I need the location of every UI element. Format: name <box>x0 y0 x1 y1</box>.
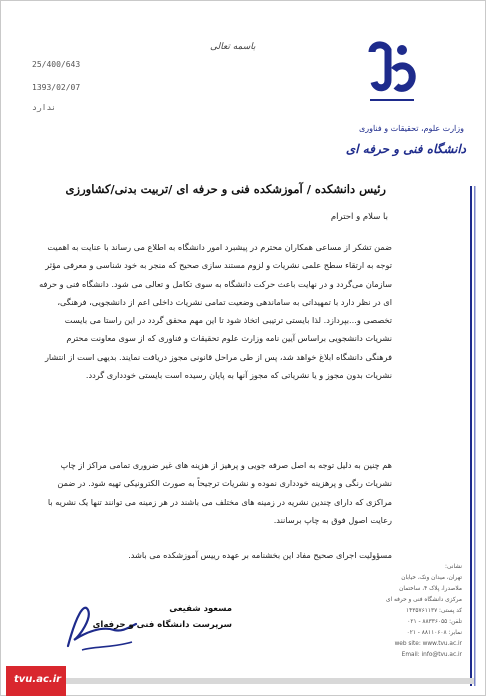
footer-site-label[interactable]: tvu.ac.ir <box>14 674 62 685</box>
signer-name: مسعود شفیعی <box>169 604 232 614</box>
official-letter <box>6 6 478 690</box>
contact-row: ملاصدرا، پلاک ۴، ساختمان <box>399 586 462 592</box>
letter-greeting: با سلام و احترام <box>330 212 388 222</box>
letter-number: 25/400/643 <box>32 60 81 69</box>
contact-row: web site: www.tvu.ac.ir <box>394 641 462 647</box>
letter-body <box>38 238 392 384</box>
body-paragraph: هم چنین به دلیل توجه به اصل صرفه جویی و پرهیز از هزینه های غیر ضروری تمامی مراکز از چاپ نشریات رنگی و پرهزینه خودداری نموده و نشریات ترجیحاً به صورت الکترونیکی تهیه شود. در ضمن مراکزی که دارای چندین نشریه در زمینه های مختلف می باشند در هر زمینه می توانند تنها یک نشریه با رعایت اصول فوق به چاپ برسانند. <box>47 460 392 525</box>
footer-bar <box>66 678 474 684</box>
contact-row: نشانی: <box>445 564 462 570</box>
contact-row: تهران، میدان ونک، خیابان <box>401 575 462 581</box>
letter-body-third <box>38 546 392 564</box>
contact-row: کد پستی: ۱۴۳۵۷۶۱۱۳۷ <box>406 608 462 614</box>
side-stripes <box>470 186 478 686</box>
university-logo <box>362 40 422 120</box>
basmala: باسمه تعالی <box>210 42 256 52</box>
letter-date: 1393/02/07 <box>32 83 81 92</box>
contact-row: Email: info@tvu.ac.ir <box>401 652 462 658</box>
contact-row: نمابر: ۸۸۱۱۰۶۰۸ - ۰۲۱ <box>406 630 462 636</box>
body-paragraph: ضمن تشکر از مساعی همکاران محترم در پیشبرد امور دانشگاه به اطلاع می رساند با عنایت به اهمیت توجه به ارتقاء سطح علمی نشریات و لزوم مستند سازی صحیح که منجر به خود شناسی و معرفی مؤثر سازمان می‌گردد و در نهایت باعث حرکت دانشگاه به سوی تکامل و تعالی می شود. دانشگاه فنی و حرفه ای در نظر دارد با تمهیداتی به ساماندهی وضعیت تمامی نشریات داخلی اعم از دانشجویی، فرهنگی، تخصصی و...بپردازد. لذا بایستی ترتیبی اتخاذ شود تا این مهم محقق گردد در این راستا می بایست نشریات دانشجویی براساس آیین نامه وزارت علوم تحقیقات و فناوری که از سوی معاونت محترم فرهنگی دانشگاه ابلاغ خواهد شد، پس از طی مراحل قانونی مجوز دریافت نمایند. بدیهی است از انتشار نشریات بدون مجوز و یا نشریاتی که مجوز آنها به پایان رسیده است بایستی خودداری گردد. <box>39 242 392 381</box>
letter-body-second <box>38 456 392 529</box>
contact-block <box>364 562 462 661</box>
university-name: دانشگاه فنی و حرفه ای <box>345 142 466 156</box>
body-paragraph: مسؤولیت اجرای صحیح مفاد این بخشنامه بر عهده رییس آموزشکده می باشد. <box>128 550 392 560</box>
letter-attachment: ندارد <box>32 103 57 112</box>
ministry-name: وزارت علوم، تحقیقات و فناوری <box>359 124 464 133</box>
contact-row: مرکزی دانشگاه فنی و حرفه ای <box>386 597 462 603</box>
letter-recipient: رئیس دانشکده / آموزشکده فنی و حرفه ای /تربیت بدنی/کشاورزی <box>65 182 386 196</box>
signer-title: سرپرست دانشگاه فنی و حرفه‌ای <box>92 620 232 630</box>
contact-row: تلفن: ۸۸۳۳۶۰۵۵ - ۰۲۱ <box>407 619 462 625</box>
